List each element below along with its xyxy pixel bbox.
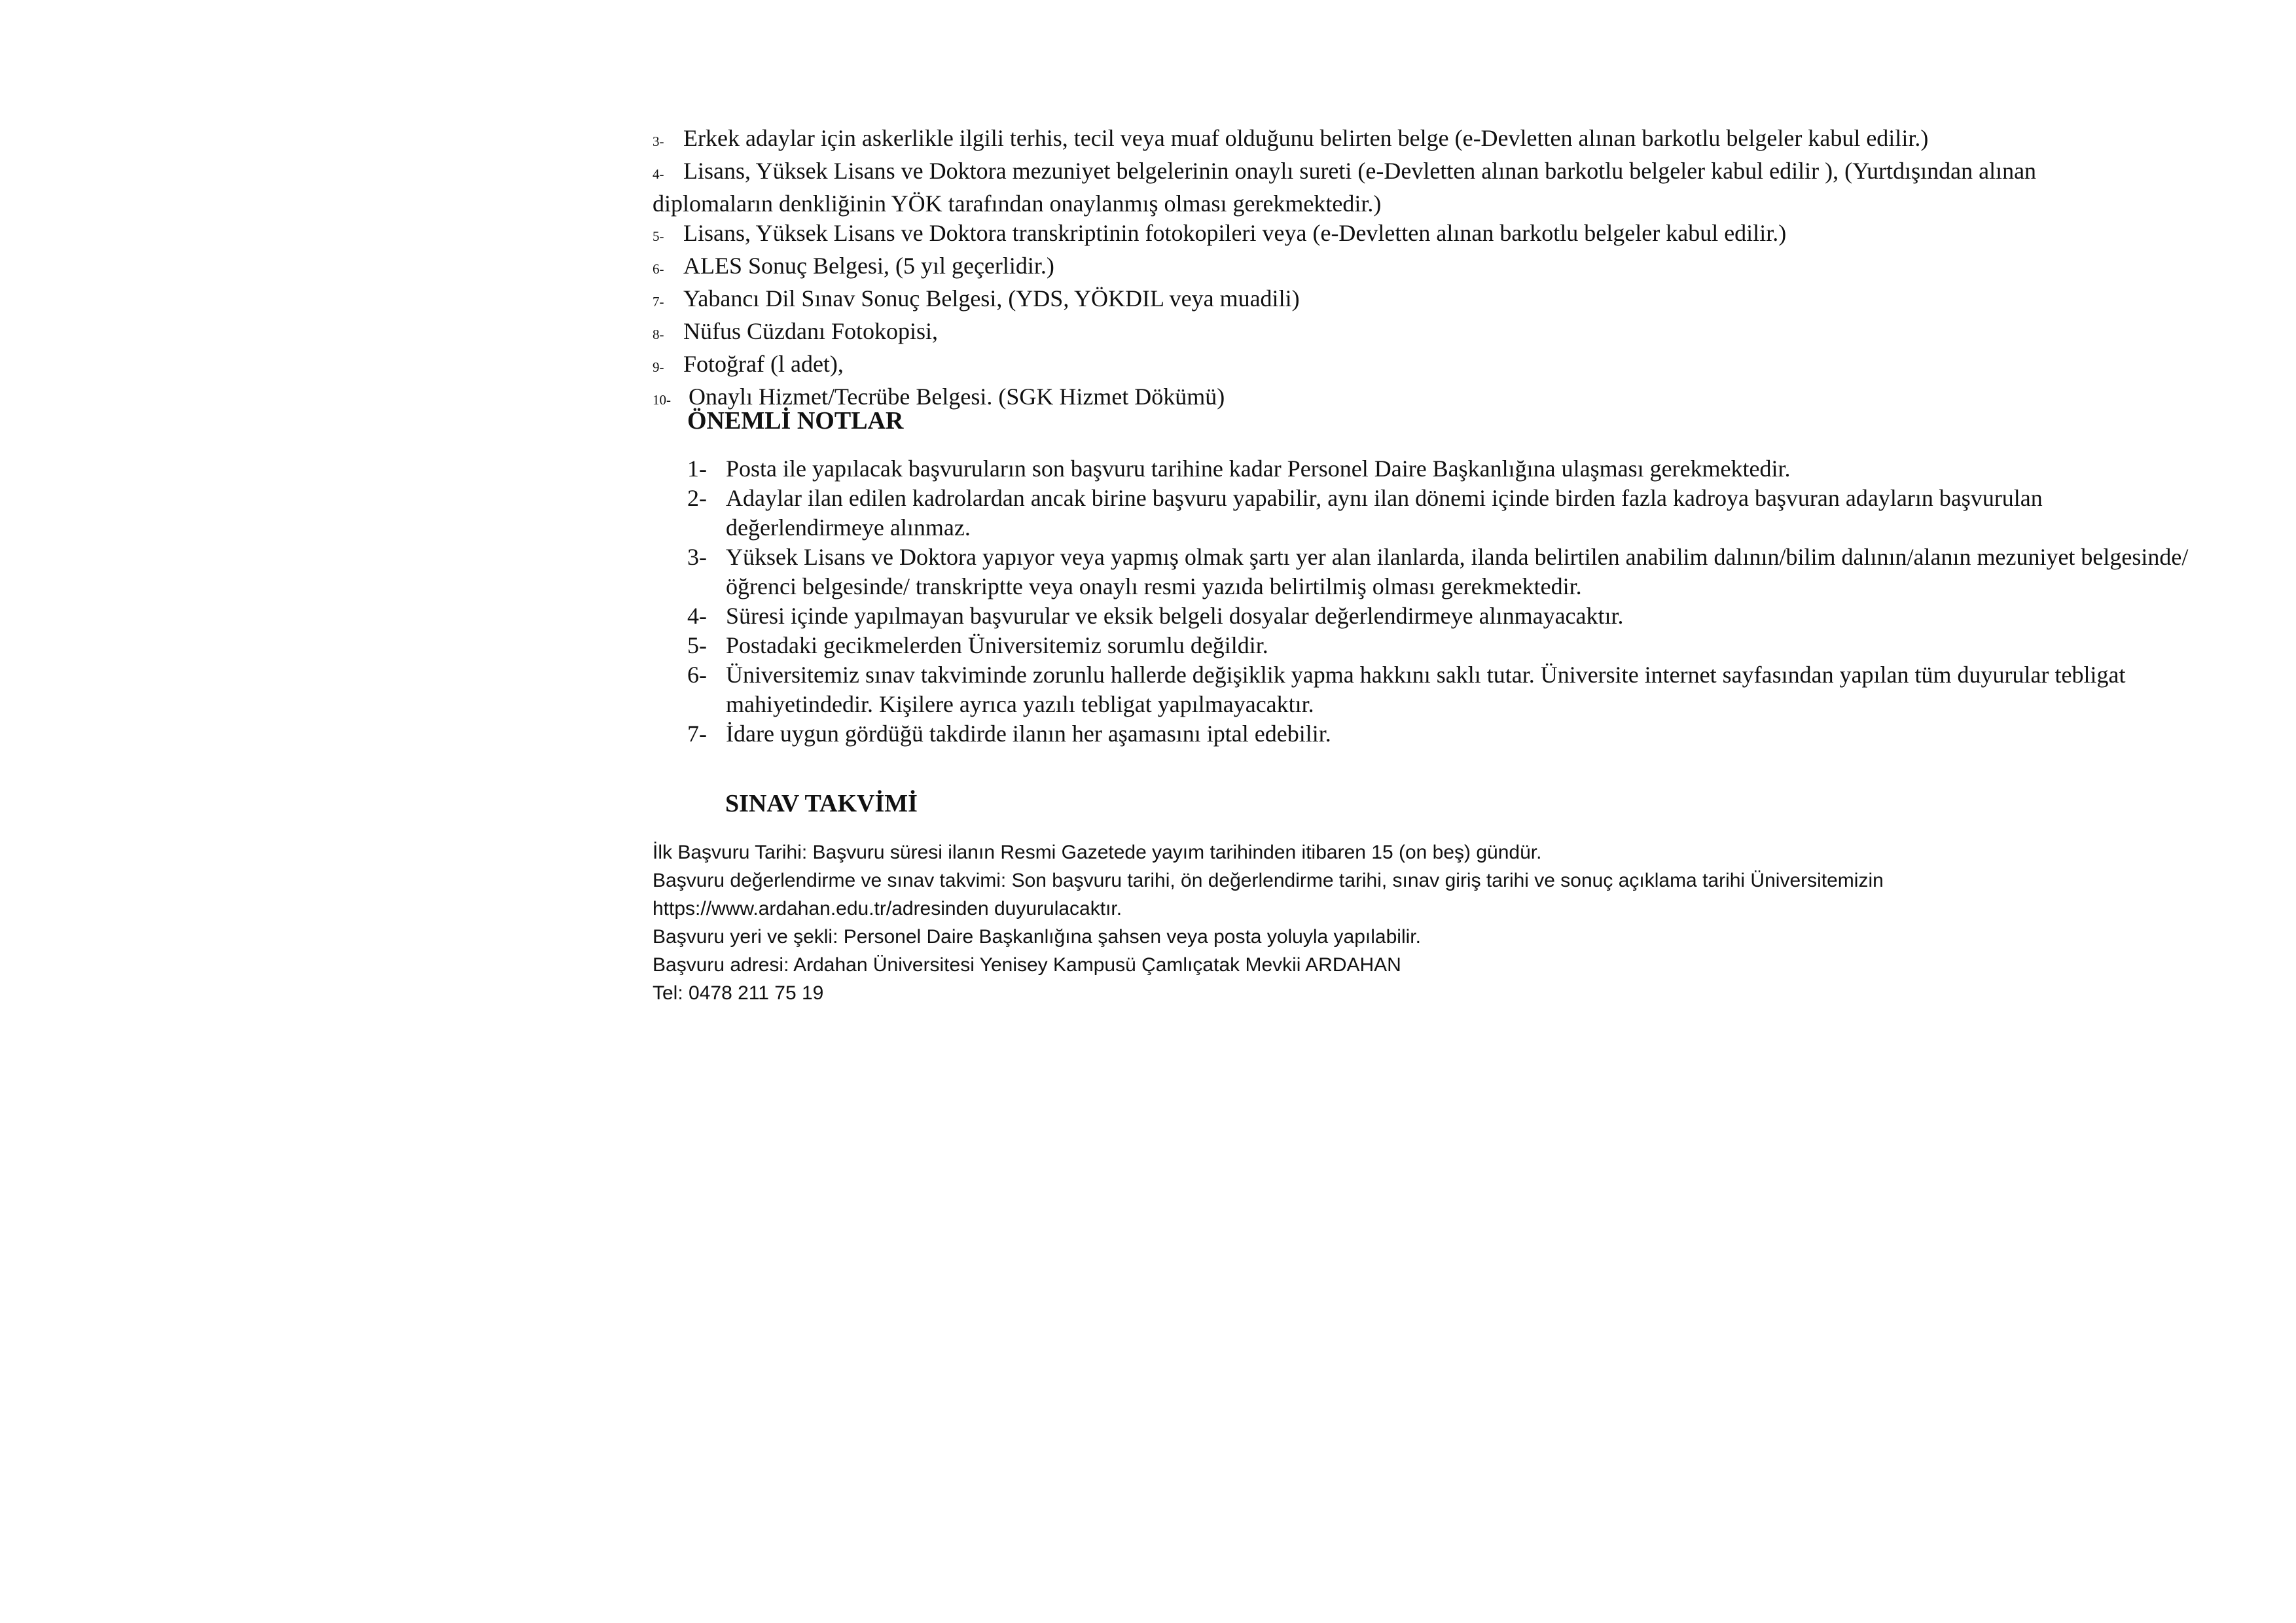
requirement-number: 7- <box>653 294 664 310</box>
phone-number: Tel: 0478 211 75 19 <box>653 982 824 1004</box>
notes-list <box>687 454 2193 749</box>
calendar-details <box>653 838 2158 1007</box>
requirement-item <box>653 284 2197 317</box>
note-number: 3- <box>687 544 707 570</box>
requirement-item <box>653 349 2197 382</box>
note-text: Postadaki gecikmelerden Üniversitemiz sorumlu değildir. <box>726 632 1268 658</box>
requirement-text: Fotoğraf (l adet), <box>683 351 844 377</box>
notes-heading: ÖNEMLİ NOTLAR <box>687 407 904 435</box>
requirement-item <box>653 317 2197 349</box>
requirements-list <box>653 124 2197 415</box>
announcement-url[interactable]: https://www.ardahan.edu.tr/adresinden duyurulacaktır. <box>653 898 1122 919</box>
requirement-number: 10- <box>653 392 671 408</box>
first-application-date: İlk Başvuru Tarihi: Başvuru süresi ilanın Resmi Gazetede yayım tarihinden itibaren 15 (on beş) gündür. <box>653 842 1542 863</box>
evaluation-schedule: Başvuru değerlendirme ve sınav takvimi: Son başvuru tarihi, ön değerlendirme tarihi, sınav giriş tarihi ve sonuç açıklama tarihi Üniversitemizin <box>653 870 1884 891</box>
note-text: İdare uygun gördüğü takdirde ilanın her aşamasını iptal edebilir. <box>726 721 1331 747</box>
note-number: 5- <box>687 632 707 658</box>
note-item <box>687 631 2193 660</box>
requirement-text: Lisans, Yüksek Lisans ve Doktora mezuniyet belgelerinin onaylı sureti (e-Devletten alınan barkotlu belgeler kabul edilir ), (Yurtdışından alınan <box>683 158 2037 184</box>
note-text: Üniversitemiz sınav takviminde zorunlu hallerde değişiklik yapma hakkını saklı tutar. Üniversite internet sayfasından yapılan tüm duyurular tebligat mahiyetindedir. Kişilere ayrıca yazılı tebligat yapılmayacaktır. <box>726 662 2126 717</box>
note-number: 6- <box>687 662 707 688</box>
note-number: 7- <box>687 721 707 747</box>
application-address: Başvuru adresi: Ardahan Üniversitesi Yenisey Kampusü Çamlıçatak Mevkii ARDAHAN <box>653 954 1401 976</box>
note-item <box>687 601 2193 631</box>
requirement-text-continued: diplomaların denkliğinin YÖK tarafından onaylanmış olması gerekmektedir.) <box>653 190 1382 217</box>
note-number: 4- <box>687 603 707 629</box>
note-item <box>687 660 2193 719</box>
requirement-item <box>653 251 2197 284</box>
note-item <box>687 719 2193 749</box>
note-number: 2- <box>687 485 707 511</box>
requirement-text: Onaylı Hizmet/Tecrübe Belgesi. (SGK Hizmet Dökümü) <box>689 383 1225 410</box>
note-text: Süresi içinde yapılmayan başvurular ve eksik belgeli dosyalar değerlendirmeye alınmayacaktır. <box>726 603 1624 629</box>
requirement-item <box>653 156 2197 189</box>
requirement-number: 8- <box>653 327 664 342</box>
application-method: Başvuru yeri ve şekli: Personel Daire Başkanlığına şahsen veya posta yoluyla yapılabilir. <box>653 926 1421 948</box>
note-item <box>687 484 2193 543</box>
note-text: Yüksek Lisans ve Doktora yapıyor veya yapmış olmak şartı yer alan ilanlarda, ilanda belirtilen anabilim dalının/bilim dalının/alanın mezuniyet belgesinde/öğrenci belgesinde/ transkriptte veya onaylı resmi yazıda belirtilmiş olması gerekmektedir. <box>726 544 2189 599</box>
requirement-item <box>653 124 2197 156</box>
requirement-number: 9- <box>653 359 664 375</box>
requirement-continuation <box>653 189 2197 219</box>
requirement-number: 6- <box>653 261 664 277</box>
requirement-number: 3- <box>653 134 664 149</box>
requirement-text: ALES Sonuç Belgesi, (5 yıl geçerlidir.) <box>683 253 1054 279</box>
calendar-heading: SINAV TAKVİMİ <box>725 790 918 817</box>
requirement-text: Erkek adaylar için askerlikle ilgili terhis, tecil veya muaf olduğunu belirten belge (e-Devletten alınan barkotlu belgeler kabul edilir.) <box>683 125 1929 151</box>
requirement-number: 4- <box>653 166 664 182</box>
requirement-text: Yabancı Dil Sınav Sonuç Belgesi, (YDS, YÖKDIL veya muadili) <box>683 285 1300 312</box>
requirement-text: Lisans, Yüksek Lisans ve Doktora transkriptinin fotokopileri veya (e-Devletten alınan barkotlu belgeler kabul edilir.) <box>683 220 1787 246</box>
requirement-item <box>653 219 2197 251</box>
requirement-text: Nüfus Cüzdanı Fotokopisi, <box>683 318 939 344</box>
requirement-number: 5- <box>653 228 664 244</box>
note-text: Posta ile yapılacak başvuruların son başvuru tarihine kadar Personel Daire Başkanlığına ulaşması gerekmektedir. <box>726 455 1791 482</box>
note-number: 1- <box>687 455 707 482</box>
note-item <box>687 543 2193 601</box>
note-text: Adaylar ilan edilen kadrolardan ancak birine başvuru yapabilir, aynı ilan dönemi içinde birden fazla kadroya başvuran adayların başvurulan değerlendirmeye alınmaz. <box>726 485 2043 541</box>
note-item <box>687 454 2193 484</box>
